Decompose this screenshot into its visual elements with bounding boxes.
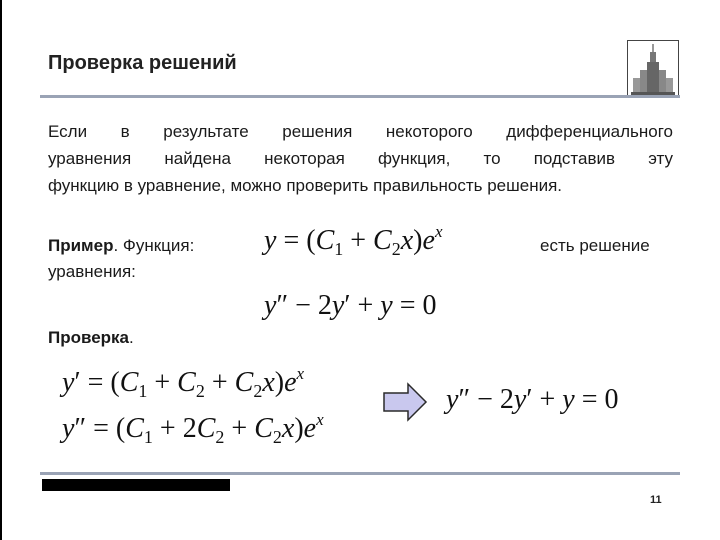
formula-solution: $y = (C_1 + C_2x)e^x$	[264, 222, 443, 259]
example-label	[48, 236, 194, 256]
slide-title: Проверка решений	[48, 52, 237, 74]
intro-line: функцию в уравнение, можно проверить правильность решения.	[48, 176, 563, 195]
formula-first-derivative: $y' = (C_1 + C_2 + C_2x)e^x$	[62, 364, 305, 401]
example-text: . Функция:	[113, 236, 195, 255]
intro-paragraph	[48, 118, 673, 199]
formula-equation: y″ − 2y′ + y = 0	[264, 290, 437, 321]
check-bold: Проверка	[48, 328, 130, 347]
example-second-text: уравнения:	[48, 262, 136, 281]
intro-line: Если в результате решения некоторого дифференциального	[48, 122, 673, 141]
right-arrow-icon	[382, 382, 428, 422]
page-number: 11	[650, 494, 662, 506]
intro-line: уравнения найдена некоторая функция, то подставив эту	[48, 149, 673, 168]
check-label	[48, 328, 134, 348]
formula-equation-check: y″ − 2y′ + y = 0	[446, 384, 619, 415]
title-divider	[40, 95, 680, 98]
example-right-text: есть решение	[540, 236, 650, 255]
check-dot: .	[129, 328, 134, 347]
example-bold: Пример	[48, 236, 114, 255]
footer-divider	[40, 472, 680, 475]
formula-second-derivative: $y'' = (C_1 + 2C_2 + C_2x)e^x$	[62, 410, 324, 447]
slide-left-border	[0, 0, 2, 540]
footer-redaction-box	[42, 479, 230, 491]
university-building-icon	[627, 40, 679, 98]
